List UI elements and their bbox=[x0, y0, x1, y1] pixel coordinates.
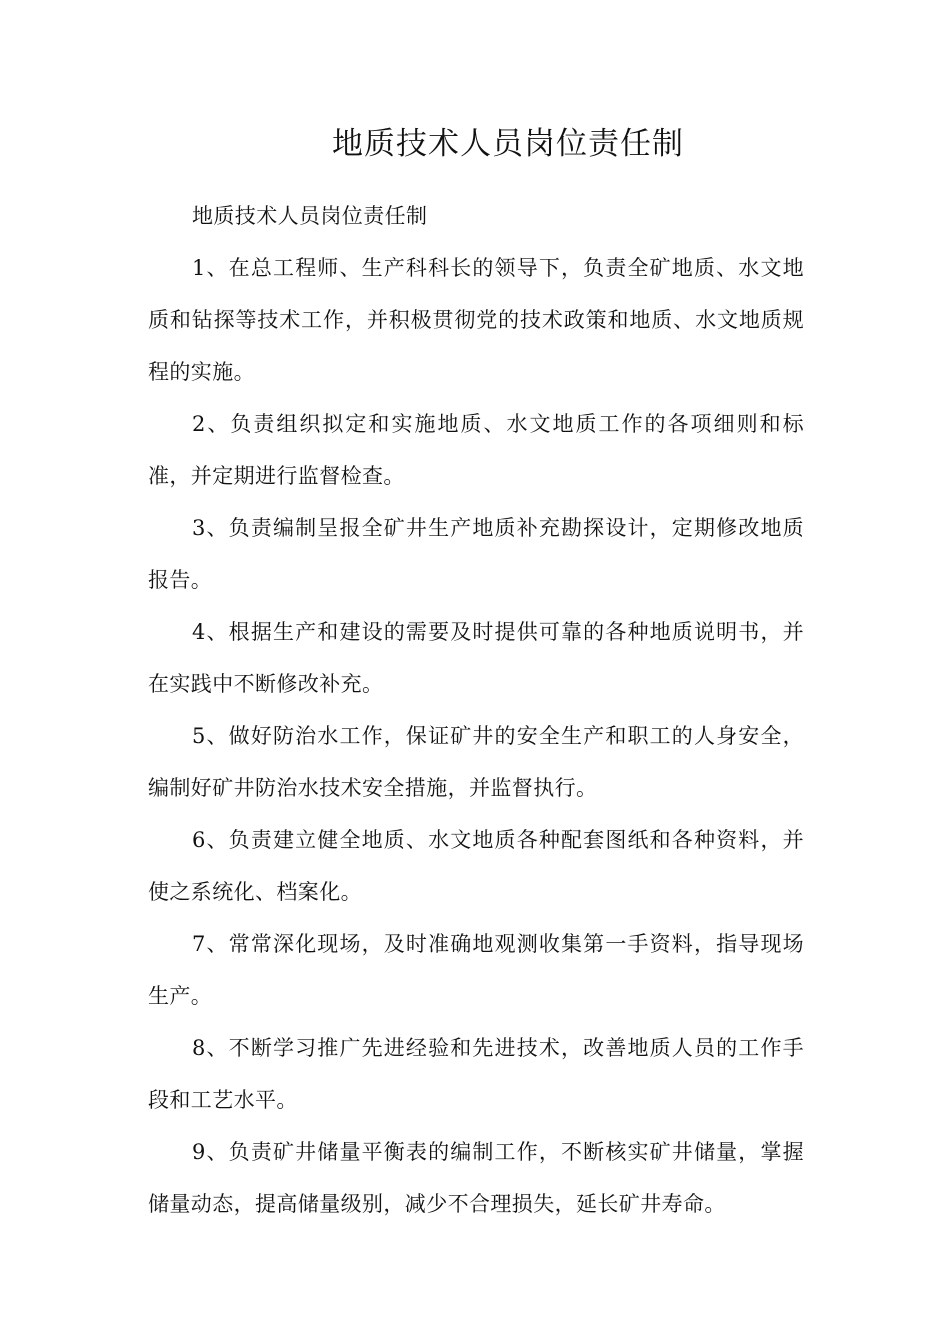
paragraph-1: 1、在总工程师、生产科科长的领导下，负责全矿地质、水文地质和钻探等技术工作，并积极贯彻党的技术政策和地质、水文地质规程的实施。 bbox=[148, 256, 804, 384]
document-body bbox=[148, 190, 804, 1230]
document-title: 地质技术人员岗位责任制 bbox=[332, 126, 684, 162]
paragraph-4: 4、根据生产和建设的需要及时提供可靠的各种地质说明书，并在实践中不断修改补充。 bbox=[148, 620, 804, 696]
paragraph-7: 7、常常深化现场，及时准确地观测收集第一手资料，指导现场生产。 bbox=[148, 932, 804, 1008]
paragraph-2: 2、负责组织拟定和实施地质、水文地质工作的各项细则和标准，并定期进行监督检查。 bbox=[148, 412, 804, 488]
paragraph-3: 3、负责编制呈报全矿井生产地质补充勘探设计，定期修改地质报告。 bbox=[148, 516, 804, 592]
paragraph-5: 5、做好防治水工作，保证矿井的安全生产和职工的人身安全，编制好矿井防治水技术安全措施，并监督执行。 bbox=[148, 724, 804, 800]
paragraph-6: 6、负责建立健全地质、水文地质各种配套图纸和各种资料，并使之系统化、档案化。 bbox=[148, 828, 804, 904]
paragraph-8: 8、不断学习推广先进经验和先进技术，改善地质人员的工作手段和工艺水平。 bbox=[148, 1036, 804, 1112]
paragraph-9: 9、负责矿井储量平衡表的编制工作，不断核实矿井储量，掌握储量动态，提高储量级别，减少不合理损失，延长矿井寿命。 bbox=[148, 1140, 804, 1216]
document-subtitle: 地质技术人员岗位责任制 bbox=[192, 204, 428, 228]
